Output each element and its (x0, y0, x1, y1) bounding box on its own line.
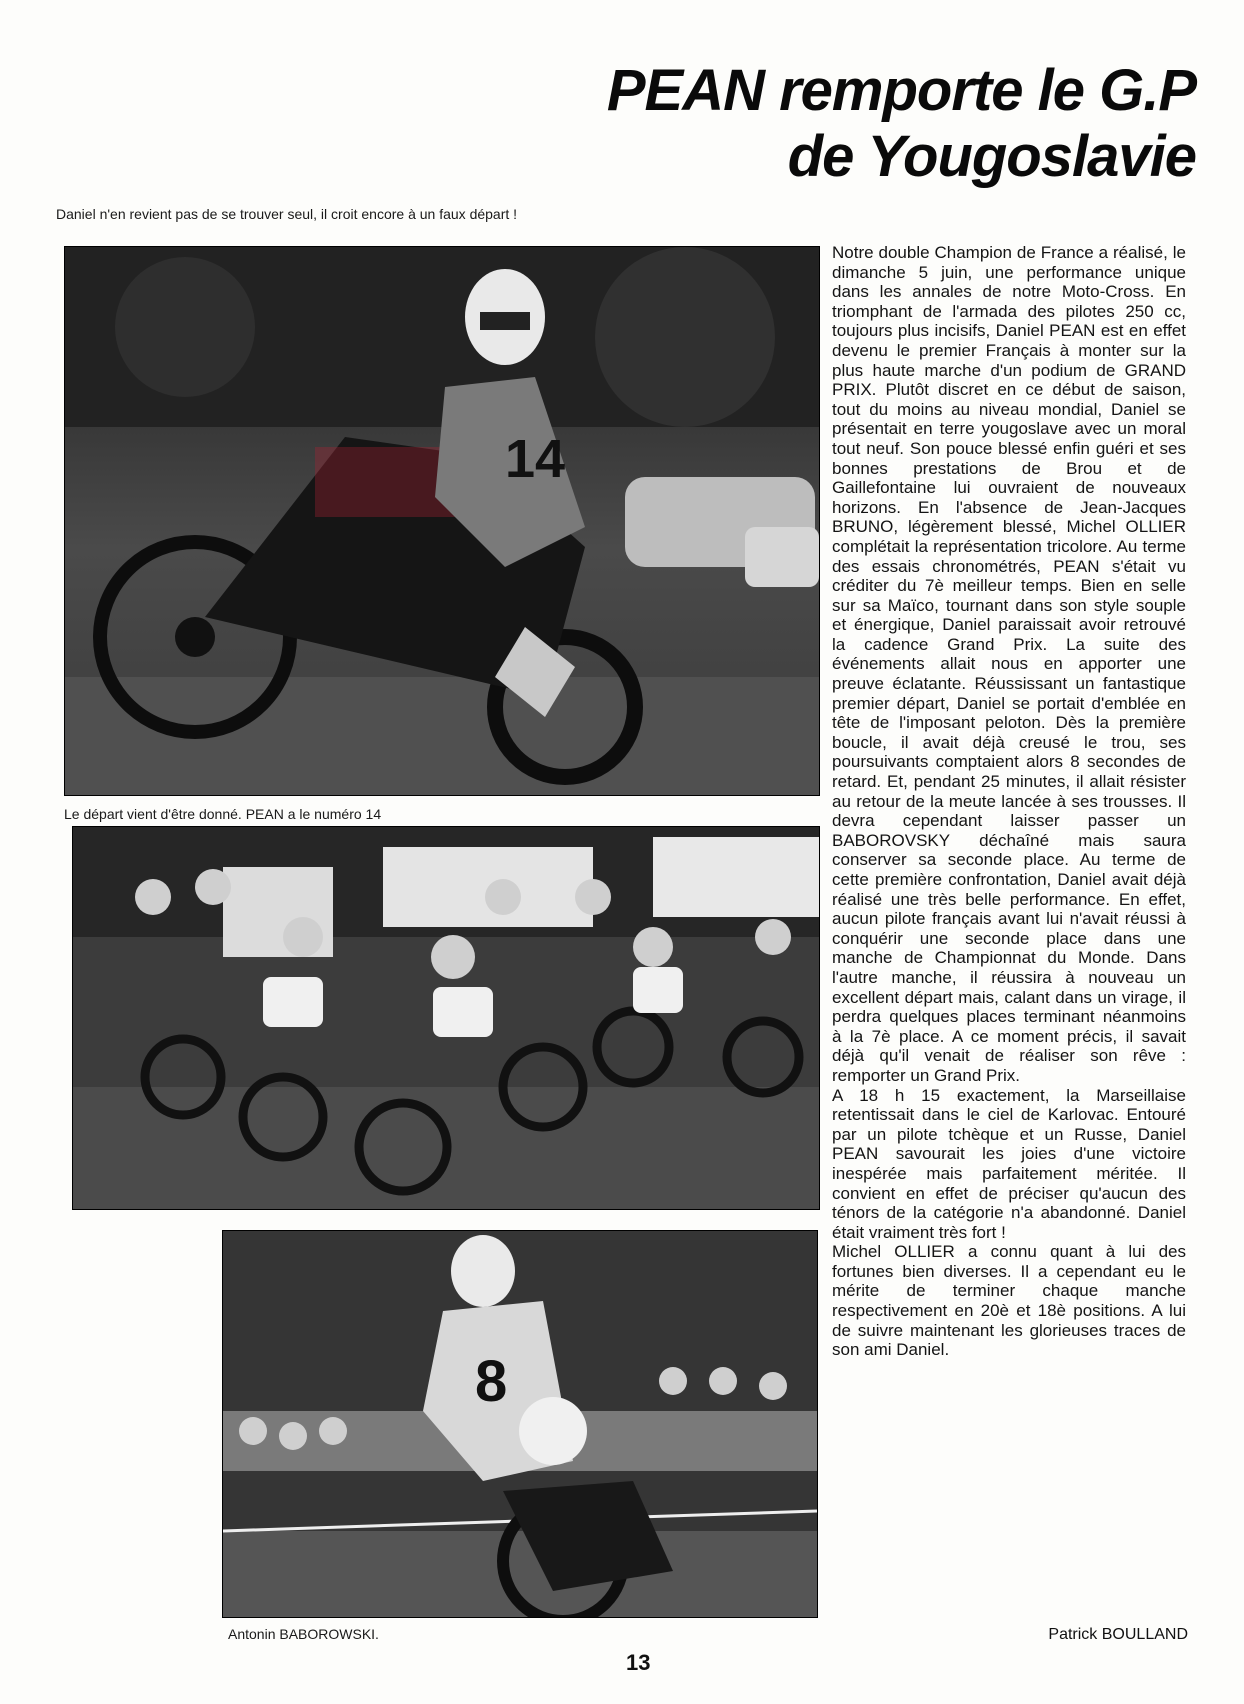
photo3-rider-number: 8 (475, 1349, 508, 1414)
photo2-caption: Le départ vient d'être donné. PEAN a le numéro 14 (64, 806, 382, 822)
photo3-caption: Antonin BABOROWSKI. (228, 1626, 379, 1642)
photo-baborowski (222, 1230, 818, 1618)
photo-rider-wheelie (64, 246, 820, 796)
article-author: Patrick BOULLAND (1048, 1626, 1188, 1643)
headline (607, 58, 1196, 190)
article-paragraph-2: A 18 h 15 exactement, la Marseillaise retentissait dans le ciel de Karlovac. Entouré par un pilote tchèque et un Russe, Daniel PEAN savourait les joies d'une victoire inespérée mais parfaitement méritée. Il convient en effet de préciser qu'aucun des ténors de la catégorie n'a abandonné. Daniel était vraiment très fort ! (832, 1085, 1186, 1242)
article-paragraph-3: Michel OLLIER a connu quant à lui des fortunes bien diverses. Il a cependant eu le mérite de terminer chaque manche respectivement en 20è et 18è positions. A lui de suivre maintenant les glorieuses traces de son ami Daniel. (832, 1242, 1186, 1360)
photo1-caption: Daniel n'en revient pas de se trouver seul, il croit encore à un faux départ ! (56, 206, 518, 222)
headline-line-2: de Yougoslavie (787, 124, 1196, 189)
headline-line-1: PEAN remporte le G.P (606, 58, 1196, 123)
article-body (832, 243, 1186, 1360)
photo-start-pack (72, 826, 820, 1210)
photo1-rider-number: 14 (505, 429, 566, 489)
article-paragraph-1: Notre double Champion de France a réalisé, le dimanche 5 juin, une performance unique dans les annales de notre Moto-Cross. En triomphant de l'armada des pilotes 250 cc, toujours plus incisifs, Daniel PEAN est en effet devenu le premier Français à monter sur la plus haute marche d'un podium de GRAND PRIX. Plutôt discret en ce début de saison, tout du moins au niveau mondial, Daniel se présentait en terre yougoslave avec un moral tout neuf. Son pouce blessé enfin guéri et ses bonnes prestations de Brou et de Gaillefontaine lui ouvraient de nouveaux horizons. En l'absence de Jean-Jacques BRUNO, légèrement blessé, Michel OLLIER complétait la représentation tricolore. Au terme des essais chronométrés, PEAN s'était vu créditer du 7è meilleur temps. Bien en selle sur sa Maïco, tournant dans son style souple et énergique, Daniel paraissait avoir retrouvé la cadence Grand Prix. La suite des événements allait nous en apporter une preuve éclatante. Réussissant un fantastique premier départ, Daniel se portait d'emblée en tête de l'imposant peloton. Dès la première boucle, il avait déjà creusé le trou, ses poursuivants comptaient alors 8 secondes de retard. Et, pendant 25 minutes, il allait résister au retour de la meute lancée à ses trousses. Il devra cependant laisser passer un BABOROVSKY déchaîné mais saura conserver sa seconde place. Au terme de cette première confrontation, Daniel avait déjà réalisé une très belle performance. En effet, aucun pilote français avant lui n'avait réussi à conquérir une seconde place dans une manche de Championnat du Monde. Dans l'autre manche, il réussira à nouveau un excellent départ mais, calant dans un virage, il perdra quelques places terminant néanmoins à la 7è place. A ce moment précis, il savait déjà qu'il venait de réaliser son rêve : remporter un Grand Prix. (832, 243, 1186, 1085)
page-number: 13 (626, 1650, 651, 1675)
